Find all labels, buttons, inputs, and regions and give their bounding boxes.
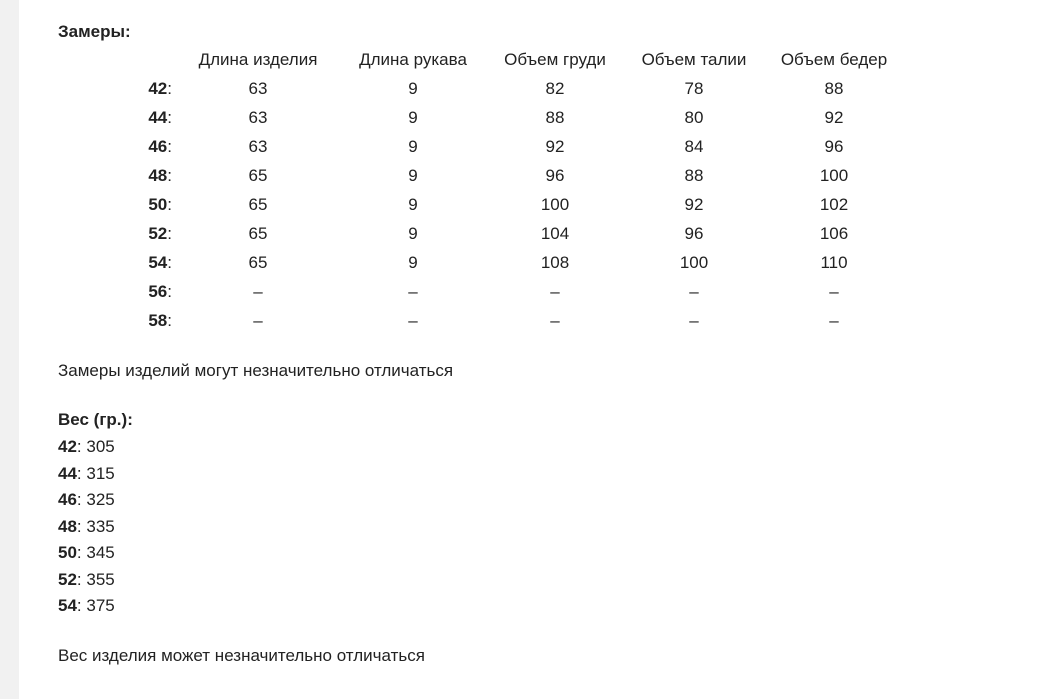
value-cell: 88 <box>824 78 844 98</box>
value-cell: 96 <box>684 223 704 243</box>
size-column-header <box>58 46 178 74</box>
value-cell: 84 <box>684 136 704 156</box>
value-cell: 82 <box>545 78 565 98</box>
value-cell: 92 <box>824 107 844 127</box>
weight-size: 54 <box>58 596 77 615</box>
weight-value: 305 <box>86 437 115 456</box>
value-cell: 9 <box>408 165 418 185</box>
weight-note: Вес изделия может незначительно отличаться <box>58 645 425 665</box>
content <box>58 20 902 685</box>
weight-value: 325 <box>86 490 115 509</box>
value-cell: – <box>408 281 418 301</box>
size-label: 44 <box>148 107 168 127</box>
size-cell: 50: <box>148 194 172 214</box>
value-cell: 65 <box>248 194 268 214</box>
measures-note: Замеры изделий могут незначительно отличаться <box>58 361 454 380</box>
size-cell: 48: <box>148 165 172 185</box>
weight-size: 46 <box>58 490 77 509</box>
size-label: 54 <box>148 252 168 272</box>
value-cell: 63 <box>248 107 268 127</box>
value-cell: 88 <box>684 165 704 185</box>
size-label: 52 <box>148 223 168 243</box>
value-cell: 80 <box>684 107 704 127</box>
value-cell: 9 <box>408 194 418 214</box>
value-cell: 104 <box>540 223 570 243</box>
measures-header-row <box>58 46 902 74</box>
weight-size: 42 <box>58 437 77 456</box>
table-row <box>58 161 902 190</box>
value-cell: – <box>253 310 263 330</box>
column-header: Объем бедер <box>780 50 888 69</box>
value-cell: – <box>829 310 839 330</box>
value-cell: – <box>550 310 560 330</box>
size-label: 50 <box>148 194 168 214</box>
value-cell: 92 <box>684 194 704 214</box>
size-cell: 42: <box>148 78 172 98</box>
page <box>19 0 1050 699</box>
value-cell: 102 <box>819 194 849 214</box>
value-cell: 63 <box>248 78 268 98</box>
size-cell: 44: <box>148 107 172 127</box>
size-cell: 56: <box>148 281 172 301</box>
value-cell: 65 <box>248 165 268 185</box>
value-cell: 9 <box>408 78 418 98</box>
size-cell: 52: <box>148 223 172 243</box>
value-cell: 9 <box>408 136 418 156</box>
size-cell: 54: <box>148 252 172 272</box>
weight-list <box>58 434 902 620</box>
value-cell: 63 <box>248 136 268 156</box>
value-cell: 100 <box>540 194 570 214</box>
value-cell: – <box>689 281 699 301</box>
column-header: Длина рукава <box>359 50 467 69</box>
column-header: Длина изделия <box>198 50 318 69</box>
table-row <box>58 103 902 132</box>
value-cell: 96 <box>545 165 565 185</box>
weight-item: 44: 315 <box>58 463 115 483</box>
value-cell: 88 <box>545 107 565 127</box>
size-label: 42 <box>148 78 168 98</box>
weight-value: 345 <box>86 543 115 562</box>
weight-item: 48: 335 <box>58 516 115 536</box>
value-cell: 96 <box>824 136 844 156</box>
weight-value: 375 <box>86 596 115 615</box>
table-row <box>58 190 902 219</box>
weight-size: 52 <box>58 569 77 589</box>
weight-heading: Вес (гр.): <box>58 410 133 429</box>
weight-value: 315 <box>86 463 115 483</box>
weight-item: 52: 355 <box>58 569 115 589</box>
value-cell: – <box>689 310 699 330</box>
weight-size: 50 <box>58 543 77 562</box>
table-row <box>58 248 902 277</box>
value-cell: – <box>829 281 839 301</box>
table-row <box>58 277 902 306</box>
size-label: 46 <box>148 136 168 156</box>
size-cell: 46: <box>148 136 172 156</box>
weight-size: 44 <box>58 463 77 483</box>
weight-size: 48 <box>58 516 77 536</box>
table-row <box>58 306 902 335</box>
value-cell: 100 <box>819 165 849 185</box>
column-header: Объем груди <box>504 50 606 69</box>
value-cell: 65 <box>248 252 268 272</box>
value-cell: 92 <box>545 136 565 156</box>
value-cell: 9 <box>408 223 418 243</box>
measures-table <box>58 46 902 335</box>
value-cell: 78 <box>684 78 704 98</box>
value-cell: – <box>408 310 418 330</box>
weight-item: 54: 375 <box>58 596 115 615</box>
value-cell: 65 <box>248 223 268 243</box>
measures-heading: Замеры: <box>58 22 131 41</box>
weight-value: 335 <box>86 516 115 536</box>
value-cell: 9 <box>408 252 418 272</box>
value-cell: 106 <box>819 223 849 243</box>
weight-item: 50: 345 <box>58 543 115 562</box>
value-cell: 9 <box>408 107 418 127</box>
weight-item: 42: 305 <box>58 437 115 456</box>
weight-value: 355 <box>86 569 115 589</box>
value-cell: 100 <box>679 252 709 272</box>
column-header: Объем талии <box>641 50 747 69</box>
size-label: 48 <box>148 165 168 185</box>
value-cell: – <box>550 281 560 301</box>
value-cell: 110 <box>820 252 848 272</box>
measures-body <box>58 74 902 335</box>
value-cell: – <box>253 281 263 301</box>
size-cell: 58: <box>148 310 172 330</box>
table-row <box>58 74 902 103</box>
weight-item: 46: 325 <box>58 490 115 509</box>
value-cell: 108 <box>540 252 570 272</box>
table-row <box>58 132 902 161</box>
table-row <box>58 219 902 248</box>
size-label: 58 <box>148 310 168 330</box>
size-label: 56 <box>148 281 168 301</box>
